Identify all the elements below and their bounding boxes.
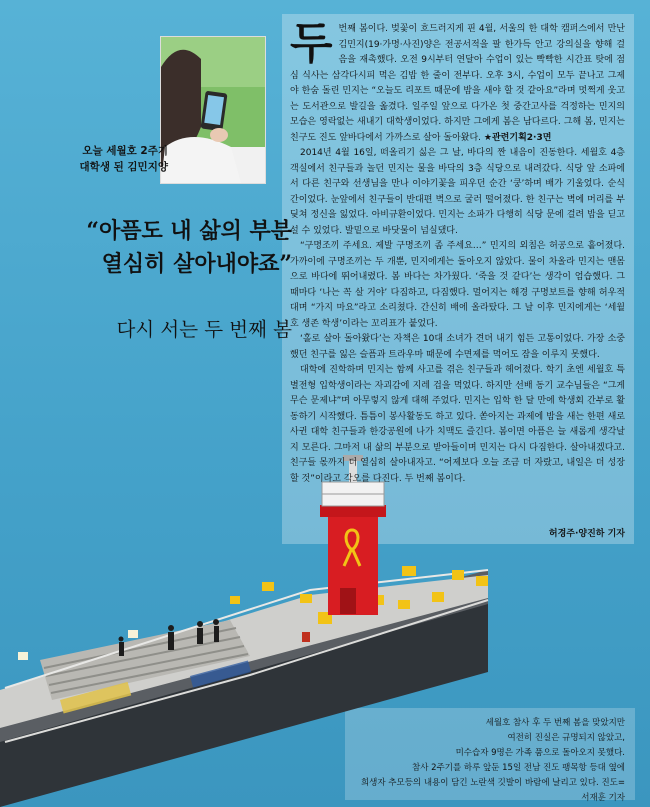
caption-line: 미수습자 9명은 가족 품으로 돌아오지 못했다.	[455, 748, 625, 758]
paragraph	[290, 18, 625, 146]
kicker-line: 오늘 세월호 2주기	[82, 145, 168, 157]
paragraph: ‘홀로 살아 돌아왔다’는 자책은 10대 소녀가 견뎌 내기 힘든 고통이었다. 가장 소중했던 친구를 잃은 슬픔과 트라우마 때문에 수면제를 먹어도 잠을 이루지 못했다.	[290, 334, 625, 360]
paragraph: 2014년 4월 16일, 떠올리기 싫은 그 날, 바다의 짠 내음이 진동한다. 세월호 4층 객실에서 친구들과 놀던 민지는 물을 바닥의 3층 식당으로 내려갔다. 식당 앞 소파에서 다른 친구와 선생님을 만나 이야기꽃을 피우던 순간 ‘쿵’하며 배가 기울었다. 순식간이었다. 눈앞에서 친구들이 반대편 벽으로 굴러 떨어졌다. 한 친구는 벽에 머리를 부딪쳐 정신을 잃었다. 아비규환이었다. 민지는 소파가 다행히 식당 문에 걸려 밥을 딛고 설 수 있었다. 발밑으로 바닷물이 넘실댔다.	[290, 148, 625, 236]
caption-line: 희생자 추모등의 내용이 담긴 노란색 깃발이 바람에 날리고 있다. 진도=서재훈 기자	[360, 778, 625, 803]
byline: 허경주·양진하 기자	[548, 529, 625, 539]
headline-line: 열심히 살아내야죠”	[101, 251, 292, 277]
photo-caption	[355, 716, 625, 806]
headline-line: “아픔도 내 삶의 부분	[86, 218, 292, 244]
kicker-line: 대학생 된 김민지양	[79, 161, 168, 173]
caption-line: 참사 2주기를 하루 앞둔 15일 전남 진도 팽목항 등대 옆에	[412, 763, 625, 773]
paragraph-text: 번째 봄이다. 벚꽃이 흐드러지게 핀 4월, 서울의 한 대학 캠퍼스에서 만난 김민지(19·가명·사진)양은 전공서적을 팔 한가득 안고 강의실을 향해 걸음을 재촉했다. 오전 9시부터 연달아 수업이 있는 빡빡한 시간표 탓에 점심 식사는 삼각다시피 먹은 김밥 한 줄이 전부다. 오후 3시, 수업이 모두 끝나고 그제야 한숨 돌린 민지는 “오늘도 리포트 때문에 밤을 새야 할 것 같아요”라며 멋쩍게 웃고는 도서관으로 발길을 옮겼다. 일주일 앞으로 다가온 첫 중간고사를 걱정하는 민지의 모습은 영락없는 새내기 대학생이었다. 하지만 그에게 봄은 남다르다. 그해 봄, 민지는 친구도 진도 앞바다에서 가까스로 살아 돌아왔다.	[290, 24, 625, 143]
related-articles-link[interactable]: ★관련기획2·3면	[483, 132, 552, 143]
paragraph: 대학에 진학하며 민지는 함께 사고를 겪은 친구들과 헤어졌다. 학기 초엔 세월호 특별전형 입학생이라는 자괴감에 지레 겁을 먹었다. 하지만 선배 동기 교수님들은 “그게 무슨 문제냐”며 아무렇지 않게 대해 주었다. 민지는 입학 한 달 만에 학생회 간부로 활동하기 시작했다. 틈틈이 봉사활동도 하고 있다. 쏟아지는 과제에 밤을 새는 한편 새로 사귄 대학 친구들과 한강공원에 나가 치맥도 즐긴다. 봄이면 아픔은 늘 새롭게 생각날지 모른다. 그마저 내 삶의 부분으로 받아들이며 민지는 다시 다짐한다. 살아내겠다고. 친구들 몫까지 더 열심히 살아내자고. “어제보다 오늘 조금 더 자랐고, 내일은 더 성장할 것”이라고 각오를 다진다. 두 번째 봄이다.	[290, 365, 625, 484]
kicker	[58, 143, 168, 175]
caption-line: 여전히 진실은 규명되지 않았고,	[507, 733, 625, 743]
paragraph: “구명조끼 주세요. 제발 구명조끼 좀 주세요…” 민지의 외침은 허공으로 흩어졌다. 가까이에 구명조끼는 두 개뿐, 민지에게는 돌아오지 않았다. 물이 차올라 민지는 맨몸으로 바다에 뛰어내렸다. 봄 바다는 차가웠다. ‘죽을 것 같다’는 생각이 엄습했다. 그 때마다 ‘나는 꼭 살 거야’ 다짐하고, 다짐했다. 멀어지는 해경 구명보트를 향해 허우적대며 “가지 마요”라고 소리쳤다. 간신히 배에 올라탔다. 그 날 이후 민지에게는 ‘세월호 생존 학생’이라는 꼬리표가 붙었다.	[290, 241, 625, 329]
caption-line: 세월호 참사 후 두 번째 봄을 맞았지만	[485, 718, 625, 728]
headline	[22, 215, 292, 281]
drop-cap: 두	[290, 18, 333, 69]
student-photo	[160, 36, 266, 184]
article-body	[290, 18, 625, 487]
subheadline: 다시 서는 두 번째 봄	[116, 318, 292, 341]
